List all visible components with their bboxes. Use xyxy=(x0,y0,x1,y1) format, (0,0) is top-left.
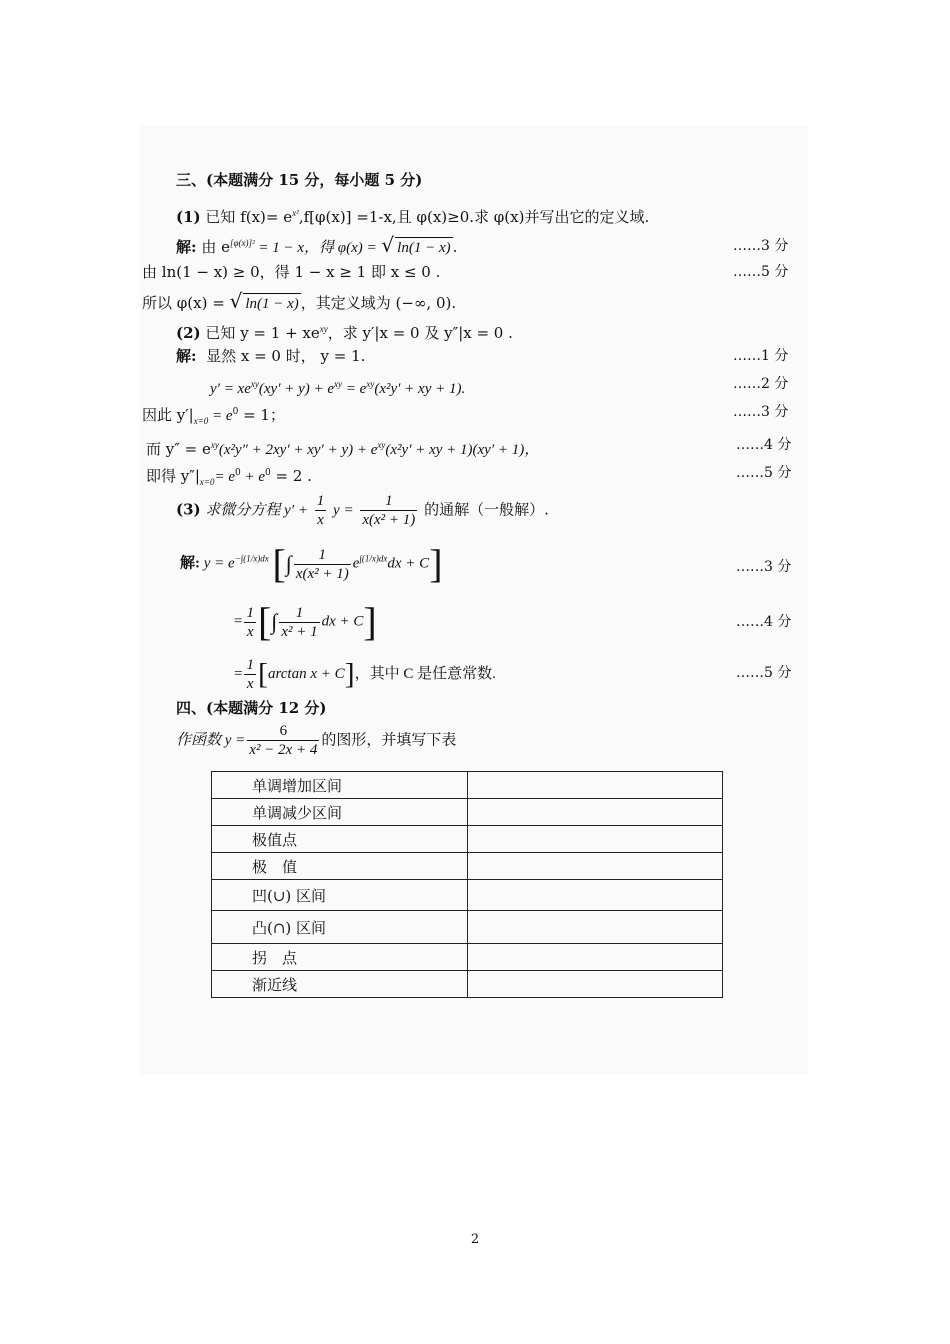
answer-cell[interactable] xyxy=(468,880,723,911)
row-label: 拐 点 xyxy=(212,944,468,971)
q1-statement xyxy=(176,203,649,227)
section-3-title: 三、(本题满分 15 分，每小题 5 分) xyxy=(176,171,423,189)
q2-l1: 显然 x = 0 时， y = 1. xyxy=(206,347,366,365)
row-label: 渐近线 xyxy=(212,971,468,998)
q3-l3-frac-num: 1 xyxy=(246,657,254,673)
q1-l1-sup: [φ(x)]² xyxy=(229,238,255,248)
table-row xyxy=(212,911,723,944)
table-row xyxy=(212,944,723,971)
q3-l1-sup2: ∫(1/x)dx xyxy=(359,553,388,564)
section-4-title: 四、(本题满分 12 分) xyxy=(176,699,327,717)
q2-score-5: ……5 分 xyxy=(736,465,792,481)
row-label: 单调减少区间 xyxy=(212,799,468,826)
q2-l2d: (x²y′ + xy + 1). xyxy=(374,381,466,397)
q1-l3-end: ，其定义域为 (−∞, 0). xyxy=(300,294,457,312)
q3-score-3: ……5 分 xyxy=(736,665,792,681)
q2-l5c: + e xyxy=(240,469,266,485)
q2-l2-sup1: xy xyxy=(250,379,259,389)
q2-l5-sub: x=0 xyxy=(199,477,215,487)
q1-score-2: ……5 分 xyxy=(733,264,789,280)
q1-score-1: ……3 分 xyxy=(733,238,789,254)
q3-frac2-num: 1 xyxy=(360,492,417,511)
q1-l3: 所以 φ(x) = xyxy=(142,294,225,312)
q3-sol-label: 解: xyxy=(180,555,200,572)
q3-l1-sup: −∫(1/x)dx xyxy=(234,553,269,564)
q2-l2b: (xy′ + y) + e xyxy=(258,381,335,397)
q3-l2-inner-num: 1 xyxy=(279,604,319,623)
q3-l2-inner-den: x² + 1 xyxy=(281,623,318,640)
q3-l2-frac-num: 1 xyxy=(246,604,254,621)
q2-solution-line4 xyxy=(146,435,539,460)
q3-score-1: ……3 分 xyxy=(736,559,792,575)
q2-l5: 即得 y″| xyxy=(146,467,200,485)
table-row xyxy=(212,799,723,826)
q3-l3-end: ，其中 C 是任意常数. xyxy=(354,665,496,682)
q2-l2c: = e xyxy=(342,381,367,397)
q2-l5-sup: 0 xyxy=(235,468,241,478)
q3-solution-line1: 解: $y = e^{-\int(1/x)dx}$ [∫ $\frac{1}{\text{x(x² + 1)}}$ $e^{\int(1/x)dx}dx + C$] xyxy=(180,541,443,586)
sec4-text2: 的图形，并填写下表 xyxy=(321,730,457,749)
table-row xyxy=(212,971,723,998)
q2-l2: y′ = xe xyxy=(210,381,251,397)
row-label: 极 值 xyxy=(212,853,468,880)
q2-score-3: ……3 分 xyxy=(733,404,789,420)
q2-score-2: ……2 分 xyxy=(733,376,789,392)
q2-text: 已知 y = 1 + xe xyxy=(205,324,320,342)
q2-sol-label: 解: xyxy=(176,347,197,365)
page-number: 2 xyxy=(470,1232,480,1247)
q2-solution-line3 xyxy=(142,402,285,431)
q3-l3-eq: = xyxy=(234,665,243,682)
q3-frac1-num: 1 xyxy=(316,493,325,509)
q2-solution-line5 xyxy=(146,463,312,492)
q2-l3-sub: x=0 xyxy=(193,416,209,426)
answer-cell[interactable] xyxy=(468,971,723,998)
q1-text2: ,f[φ(x)] =1-x,且 φ(x)≥0.求 φ(x)并写出它的定义域. xyxy=(298,208,650,226)
q3-l3-frac-den: x xyxy=(246,676,254,692)
sec4-statement xyxy=(176,722,456,759)
q2-l5b: = e xyxy=(214,469,236,485)
q2-l3: 因此 y′| xyxy=(142,406,194,424)
table-row xyxy=(212,880,723,911)
table-row xyxy=(212,826,723,853)
q2-sup: xy xyxy=(319,324,328,334)
q3-text: 求微分方程 y′ + xyxy=(205,502,308,519)
q2-text2: ，求 y′|x = 0 及 y″|x = 0 . xyxy=(327,324,513,342)
q3-l1-end: dx + C xyxy=(387,555,430,572)
q3-solution-line2: = $\frac{1}{x}$ [∫ $\frac{1}{\text{x² + 1}}$ dx + C] xyxy=(234,599,377,644)
q2-l3-sup: 0 xyxy=(232,407,239,417)
q1-l1-radicand: ln(1 − x) xyxy=(395,237,452,258)
row-label: 极值点 xyxy=(212,826,468,853)
q1-number: (1) xyxy=(176,208,201,226)
q3-l1-frac-num: 1 xyxy=(294,546,351,565)
q3-text3: 的通解（一般解）. xyxy=(424,500,549,519)
q2-l3b: = e xyxy=(208,408,233,424)
q1-l1-end: . xyxy=(452,238,458,256)
q2-l4b: (x²y″ + 2xy′ + xy′ + y) + e xyxy=(218,442,378,458)
q2-l2-sup3: xy xyxy=(366,379,375,389)
q2-l3c: = 1； xyxy=(238,406,285,424)
q1-solution-line3: 所以 φ(x) = √ ln(1 − x) ，其定义域为 (−∞, 0). xyxy=(142,289,457,313)
answer-cell[interactable] xyxy=(468,799,723,826)
q2-l5d: = 2 . xyxy=(270,467,312,485)
q2-solution-line1 xyxy=(176,346,365,366)
q3-statement xyxy=(176,492,549,529)
q3-l3-inner: arctan x + C xyxy=(267,665,345,682)
q2-l4c: (x²y′ + xy + 1)(xy′ + 1)， xyxy=(385,442,540,458)
q2-l2-sup2: xy xyxy=(334,379,343,389)
q2-statement xyxy=(176,319,513,343)
q1-l1: 由 e xyxy=(201,238,230,256)
q3-solution-line3: = $\frac{1}{x}$ [arctan x + C]，其中 C 是任意常数. xyxy=(234,657,496,692)
q3-l1-frac-den: x(x² + 1) xyxy=(295,565,349,582)
q1-text: 已知 f(x)= e xyxy=(205,208,293,226)
q2-l4: 而 y″ = e xyxy=(146,440,211,458)
q3-l1-e: e xyxy=(352,555,360,572)
q2-solution-line2 xyxy=(210,374,465,399)
q3-l2-frac-den: x xyxy=(246,623,254,640)
q2-number: (2) xyxy=(176,324,201,342)
q1-solution-line2: 由 ln(1 − x) ≥ 0，得 1 − x ≥ 1 即 x ≤ 0 . xyxy=(142,263,441,281)
answer-cell[interactable] xyxy=(468,944,723,971)
row-label: 凸(∩) 区间 xyxy=(212,911,468,944)
q1-l1b: = 1 − x，得 φ(x) = xyxy=(254,240,377,256)
row-label: 单调增加区间 xyxy=(212,772,468,799)
sec4-text: 作函数 y = xyxy=(176,732,246,749)
q3-score-2: ……4 分 xyxy=(736,614,792,630)
q1-sol-label: 解: xyxy=(176,238,197,256)
q3-number: (3) xyxy=(176,500,201,519)
q2-l4-sup2: xy xyxy=(377,440,386,450)
sec4-frac-num: 6 xyxy=(247,722,319,741)
q2-score-4: ……4 分 xyxy=(736,437,792,453)
answer-cell[interactable] xyxy=(468,853,723,880)
answer-cell[interactable] xyxy=(468,911,723,944)
q3-frac2-den: x(x² + 1) xyxy=(362,512,416,528)
q1-sup: x² xyxy=(292,208,299,218)
q3-l2-end: dx + C xyxy=(321,613,364,630)
table-row xyxy=(212,772,723,799)
q1-solution-line1: 解: 由 $e^{[\varphi(x)]^2} = 1 - x$，得 φ(x) = √ ln(1 − x) . xyxy=(176,233,458,257)
q3-text2: y = xyxy=(333,502,354,519)
q2-l5-sup2: 0 xyxy=(265,468,271,478)
q3-l2-eq: = xyxy=(234,613,243,630)
q2-score-1: ……1 分 xyxy=(733,348,789,364)
q1-l3-radicand: ln(1 − x) xyxy=(243,293,300,314)
properties-table xyxy=(211,771,723,998)
q3-l1: y = e xyxy=(203,555,235,572)
table-row xyxy=(212,853,723,880)
answer-cell[interactable] xyxy=(468,826,723,853)
row-label: 凹(∪) 区间 xyxy=(212,880,468,911)
q2-l4-sup: xy xyxy=(210,440,219,450)
answer-cell[interactable] xyxy=(468,772,723,799)
sec4-frac-den: x² − 2x + 4 xyxy=(249,742,318,758)
q3-frac1-den: x xyxy=(317,512,324,528)
